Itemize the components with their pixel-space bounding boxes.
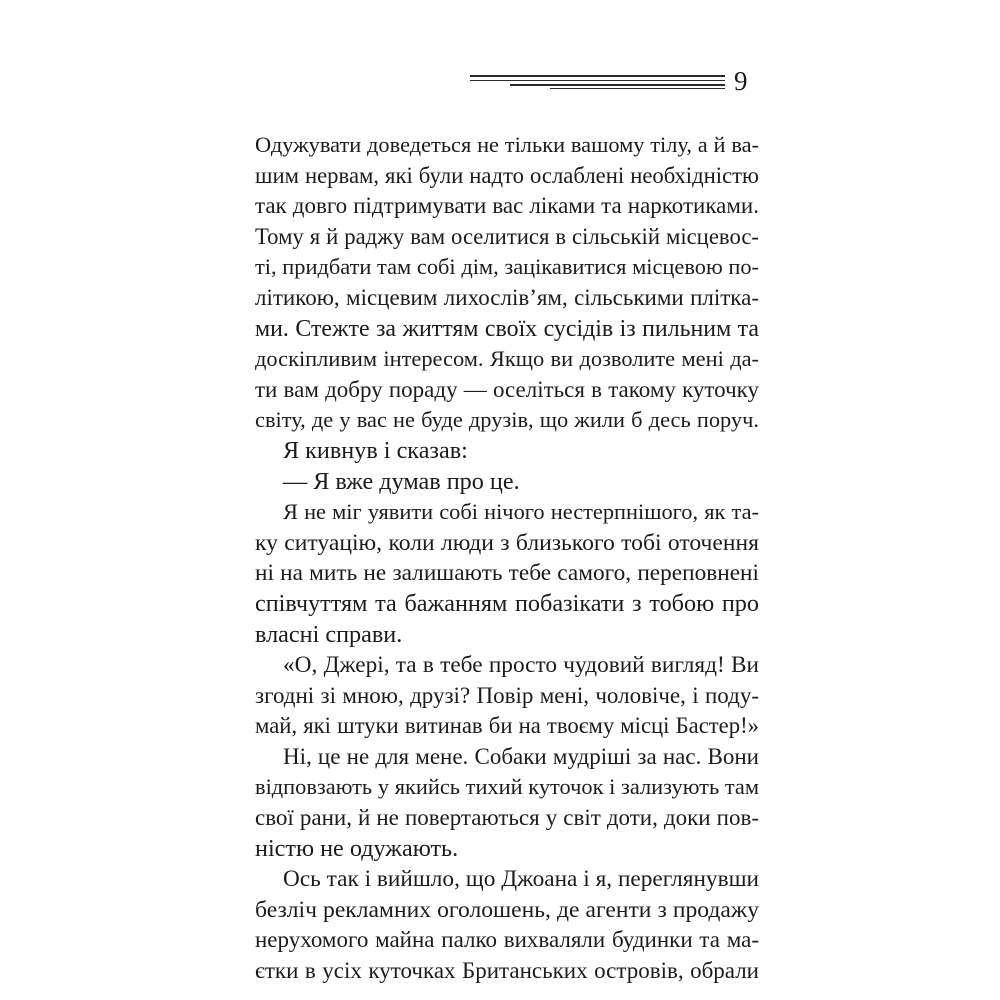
text-line: так довго підтримувати вас ліками та наркотиками. [255, 193, 759, 219]
text-line: свої рани, й не повертаються у світ доти, доки пов- [255, 805, 759, 831]
text-line: відповзають у якийсь тихий куточок і зализують там [255, 774, 759, 800]
header-decorative-rule [470, 74, 725, 92]
text-line: власні справи. [255, 620, 403, 648]
text-line: безліч рекламних оголошень, де агенти з продажу [255, 896, 759, 923]
text-line: ті, придбати там собі дім, зацікавитися місцевою по- [255, 254, 759, 280]
text-line: Ні, це не для мене. Собаки мудріші за нас. Вони [283, 743, 759, 769]
text-line: ністю не одужають. [255, 834, 459, 862]
header-rule-line [550, 88, 725, 89]
text-line: ми. Стежте за життям своїх сусідів із пильним та [255, 315, 759, 342]
text-line: шим нервам, які були надто ослаблені необхідністю [255, 162, 759, 188]
header-rule-line [470, 80, 725, 81]
text-line: ку ситуацію, коли люди з близького тобі оточення [255, 529, 759, 556]
text-line: співчуттям та бажанням побазікати з тобою про [255, 589, 759, 617]
text-line: згодні зі мною, друзі? Повір мені, чоловіче, і поду- [255, 682, 759, 708]
header-rule-line [470, 75, 725, 77]
body-text [255, 130, 759, 987]
text-line: «О, Джері, та в тебе просто чудовий вигляд! Ви [283, 652, 759, 679]
text-line: Ось так і вийшло, що Джоана і я, переглянувши [283, 866, 759, 893]
text-line: нерухомого майна палко вихваляли будинки та ма- [255, 927, 759, 953]
header-rule-line [510, 84, 725, 86]
text-line: май, які штуки витинав би на твоєму місці Бастер!» [255, 713, 759, 739]
page-number: 9 [734, 66, 748, 96]
text-line: Я кивнув і сказав: [283, 436, 468, 464]
text-line: Тому я й раджу вам оселитися в сільській місцевос- [255, 223, 759, 249]
text-line: Я не міг уявити собі нічого нестерпнішого, як та- [283, 499, 759, 525]
text-line: ти вам добру пораду — оселіться в такому куточку [255, 376, 759, 402]
text-line: — Я вже думав про це. [283, 467, 520, 495]
text-line: світу, де у вас не буде друзів, що жили б десь поруч. [255, 407, 759, 433]
text-line: єтки в усіх куточках Британських островів, обрали [255, 958, 759, 984]
text-line: ні на мить не залишають тебе самого, переповнені [255, 560, 759, 587]
text-line: Одужувати доведеться не тільки вашому тілу, а й ва- [255, 132, 759, 157]
text-line: літикою, місцевим лихослів’ям, сільськими плітка- [255, 284, 759, 310]
text-line: доскіпливим інтересом. Якщо ви дозволите мені да- [255, 346, 759, 372]
